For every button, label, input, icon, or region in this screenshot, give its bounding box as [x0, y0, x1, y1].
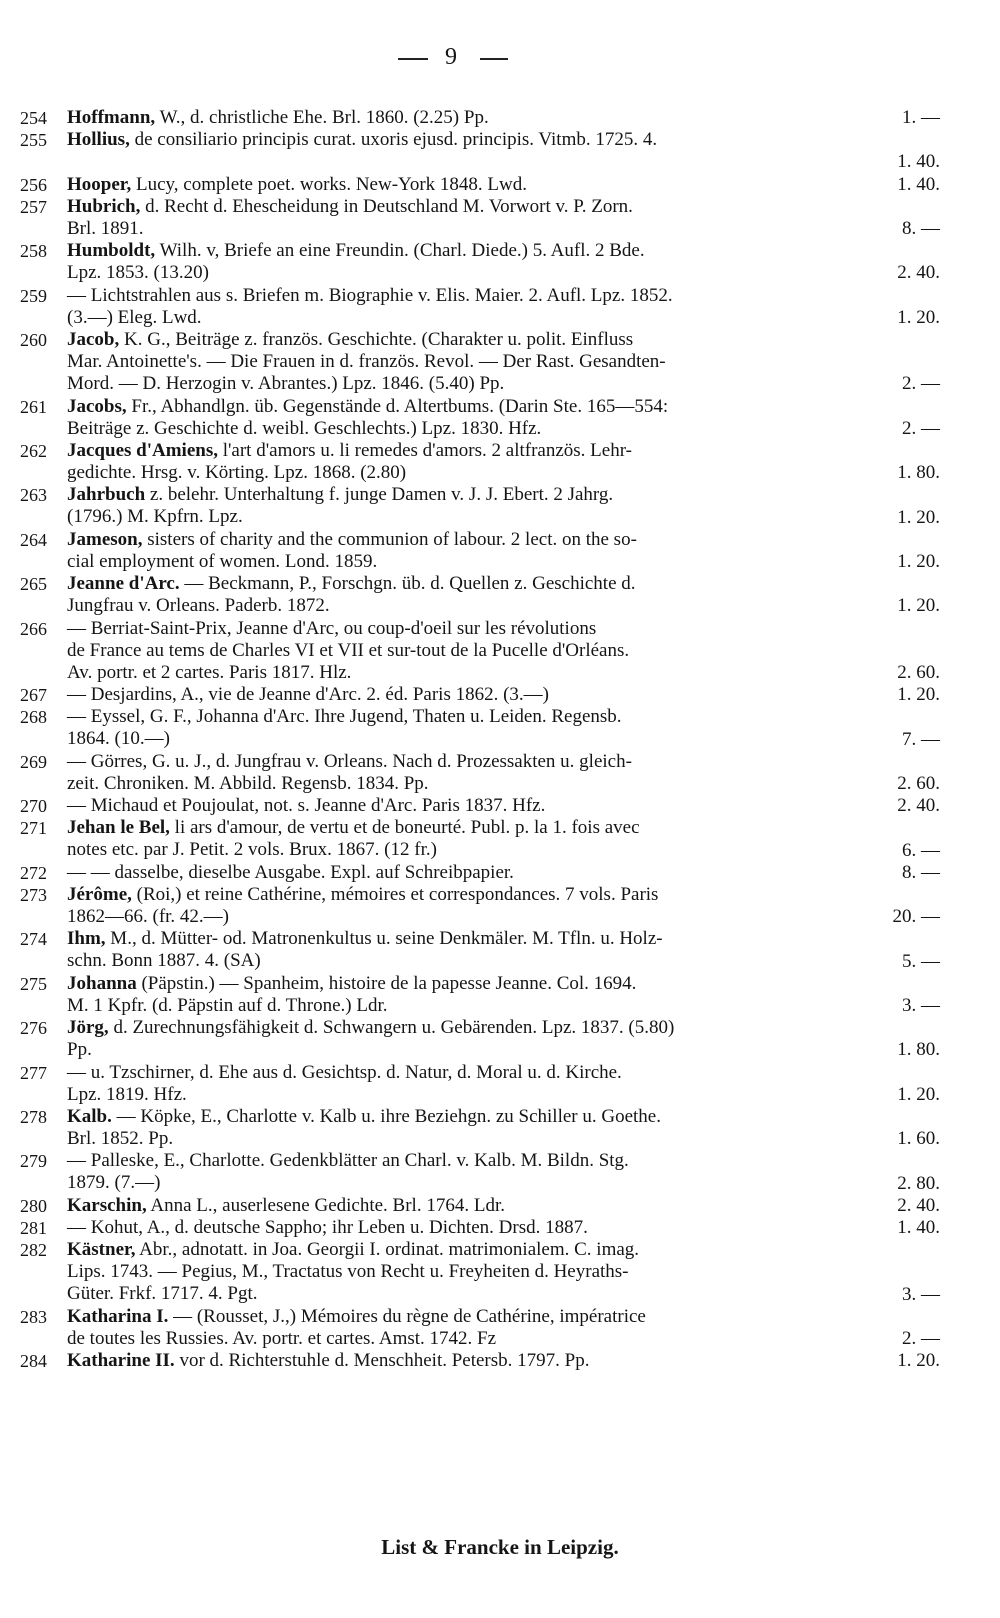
entry-number: 258	[20, 241, 47, 262]
entry-number: 260	[20, 330, 47, 350]
entry-text	[67, 928, 912, 972]
entry-description: — Desjardins, A., vie de Jeanne d'Arc. 2. éd. Paris 1862. (3.—)	[67, 684, 550, 706]
entry-description: — Palleske, E., Charlotte. Gedenkblätter an Charl. v. Kalb. M. Bildn. Stg. 1879. (7.—)	[67, 1150, 629, 1194]
entry-price: 1. 20.	[897, 306, 940, 328]
entry-price: 1. 80.	[897, 1039, 940, 1061]
entry-number: 264	[20, 529, 47, 550]
entry-price: 1. 20.	[897, 595, 940, 617]
entry-price: 8. —	[902, 217, 940, 239]
entry-price: 2. —	[902, 373, 940, 395]
entry-number: 283	[20, 1306, 47, 1327]
entry-description: Anna L., auserlesene Gedichte. Brl. 1764. Ldr.	[150, 1194, 505, 1216]
entry-description: W., d. christliche Ehe. Brl. 1860. (2.25) Pp.	[159, 107, 489, 128]
header-dash-left	[398, 58, 428, 60]
entry-price: 2. 60.	[897, 772, 940, 794]
entry-number: 257	[20, 196, 47, 217]
entry-number: 281	[20, 1218, 47, 1238]
entry-description: sisters of charity and the communion of labour. 2 lect. on the so- cial employment of women. Lond. 1859.	[67, 528, 637, 572]
entry-price: 1. 80.	[897, 462, 940, 484]
entry-description: Abr., adnotatt. in Joa. Georgii I. ordinat. matrimonialem. C. imag. Lips. 1743. — Pegius, M., Tractatus von Recht u. Freyheiten d. Heyraths- Güter. Frkf. 1717. 4. Pgt.	[67, 1239, 640, 1305]
entry-text	[67, 795, 912, 817]
entry-description: — Köpke, E., Charlotte v. Kalb u. ihre Beziehgn. zu Schiller u. Goethe. Brl. 1852. Pp.	[67, 1106, 661, 1149]
entry-description: d. Zurechnungsfähigkeit d. Schwangern u. Gebärenden. Lpz. 1837. (5.80) Pp.	[67, 1017, 675, 1061]
entry-price: 8. —	[902, 861, 940, 883]
entry-text	[67, 107, 912, 129]
entry-text	[67, 751, 912, 795]
entry-description: Fr., Abhandlgn. üb. Gegenstände d. Altertbums. (Darin Ste. 165—554: Beiträge z. Geschichte d. weibl. Geschlechts.) Lpz. 1830. Hfz.	[67, 395, 669, 439]
entry-number: 278	[20, 1107, 47, 1127]
entry-author: Hooper,	[67, 173, 132, 195]
entry-number: 277	[20, 1062, 47, 1083]
entry-author: Katharina I.	[67, 1305, 169, 1327]
entry-author: Karschin,	[67, 1194, 147, 1216]
entry-number: 273	[20, 885, 47, 905]
entry-author: Katharine II.	[67, 1350, 175, 1372]
entry-description: M., d. Mütter- od. Matronenkultus u. seine Denkmäler. M. Tfln. u. Holz- schn. Bonn 1887. 4. (SA)	[67, 928, 663, 972]
entry-text	[67, 329, 912, 395]
entry-number: 266	[20, 618, 47, 639]
entry-author: Kalb.	[67, 1106, 112, 1127]
entry-description: — u. Tzschirner, d. Ehe aus d. Gesichtsp. d. Natur, d. Moral u. d. Kirche. Lpz. 1819. Hfz.	[67, 1061, 622, 1105]
entry-number: 256	[20, 174, 47, 195]
entry-text	[67, 973, 912, 1017]
entry-number: 265	[20, 574, 47, 595]
entry-number: 263	[20, 485, 47, 506]
entry-author: Johanna	[67, 972, 137, 994]
entry-author: Ihm,	[67, 928, 106, 950]
entry-price: 2. 80.	[897, 1172, 940, 1194]
entry-number: 275	[20, 973, 47, 994]
entry-text	[67, 1106, 912, 1150]
entry-description: K. G., Beiträge z. französ. Geschichte. (Charakter u. polit. Einfluss Mar. Antoinette's. — Die Frauen in d. französ. Revol. — Der Rast. Gesandten- Mord. — D. Herzogin v. Abrantes.) Lpz. 1846. (5.40) Pp.	[67, 329, 666, 394]
entry-number: 259	[20, 285, 47, 306]
entry-author: Hubrich,	[67, 195, 141, 217]
entry-author: Jeanne d'Arc.	[67, 573, 180, 595]
entry-price: 2. 40.	[897, 795, 940, 817]
entry-number: 270	[20, 796, 47, 817]
entry-text	[67, 1306, 912, 1350]
entry-description: — — dasselbe, dieselbe Ausgabe. Expl. auf Schreibpapier.	[67, 861, 514, 883]
entry-description: l'art d'amors u. li remedes d'amors. 2 altfranzös. Lehr- gedichte. Hrsg. v. Körting. Lpz. 1868. (2.80)	[67, 440, 632, 483]
entry-description: — Beckmann, P., Forschgn. üb. d. Quellen z. Geschichte d. Jungfrau v. Orleans. Paderb. 1872.	[67, 573, 636, 617]
entry-text	[67, 174, 912, 196]
entry-number: 279	[20, 1151, 47, 1172]
entry-price: 1. 20.	[897, 550, 940, 572]
publisher-footer: List & Francke in Leipzig.	[381, 1535, 619, 1559]
entry-number: 267	[20, 685, 47, 706]
entry-author: Jörg,	[67, 1017, 109, 1039]
entry-text	[67, 1150, 912, 1194]
entry-number: 261	[20, 396, 47, 417]
entry-text	[67, 1350, 912, 1372]
entry-author: Kästner,	[67, 1239, 136, 1261]
entry-text	[67, 285, 912, 329]
entry-text	[67, 1239, 912, 1305]
entry-price: 1. 20.	[897, 1350, 940, 1372]
entry-price: 1. 40.	[897, 151, 940, 173]
entry-price: 1. —	[902, 107, 940, 128]
entry-number: 282	[20, 1240, 47, 1261]
entry-text	[67, 440, 912, 484]
page-number: 9	[445, 44, 457, 70]
entry-number: 276	[20, 1018, 47, 1039]
entry-text	[67, 396, 912, 440]
entry-text	[67, 484, 912, 528]
entry-description: Lucy, complete poet. works. New-York 1848. Lwd.	[135, 173, 527, 195]
entry-description: (Roi,) et reine Cathérine, mémoires et correspondances. 7 vols. Paris 1862—66. (fr. 42.—)	[67, 884, 659, 927]
entry-description: — Michaud et Poujoulat, not. s. Jeanne d'Arc. Paris 1837. Hfz.	[67, 795, 546, 817]
entry-author: Jacques d'Amiens,	[67, 440, 218, 461]
entry-price: 2. 60.	[897, 661, 940, 683]
entry-author: Jahrbuch	[67, 484, 146, 506]
entry-description: — Eyssel, G. F., Johanna d'Arc. Ihre Jugend, Thaten u. Leiden. Regensb. 1864. (10.—)	[67, 706, 622, 750]
entry-text	[67, 862, 912, 884]
entry-text	[67, 884, 912, 928]
entry-author: Jameson,	[67, 528, 143, 550]
entry-text	[67, 1017, 912, 1061]
entry-text	[67, 1217, 912, 1239]
entry-text	[67, 196, 912, 240]
entry-number: 271	[20, 818, 47, 839]
header-dash-right	[480, 58, 508, 60]
entry-text	[67, 618, 912, 684]
entry-number: 284	[20, 1351, 47, 1372]
entry-price: 7. —	[902, 728, 940, 750]
entry-description: — Lichtstrahlen aus s. Briefen m. Biographie v. Elis. Maier. 2. Aufl. Lpz. 1852. (3.—) Eleg. Lwd.	[67, 284, 673, 328]
entry-description: Wilh. v, Briefe an eine Freundin. (Charl. Diede.) 5. Aufl. 2 Bde. Lpz. 1853. (13.20)	[67, 240, 645, 284]
entry-description: z. belehr. Unterhaltung f. junge Damen v. J. J. Ebert. 2 Jahrg. (1796.) M. Kpfrn. Lpz.	[67, 484, 614, 528]
entry-description: de consiliario principis curat. uxoris ejusd. principis. Vitmb. 1725. 4.	[134, 129, 658, 151]
entry-text	[67, 1195, 912, 1217]
entry-text	[67, 573, 912, 617]
entry-price: 1. 20.	[897, 1083, 940, 1105]
entry-text	[67, 817, 912, 861]
entry-author: Humboldt,	[67, 240, 156, 262]
entry-author: Jérôme,	[67, 884, 132, 905]
entry-text	[67, 129, 912, 151]
entry-number: 268	[20, 707, 47, 728]
entry-text	[67, 1062, 912, 1106]
entry-description: d. Recht d. Ehescheidung in Deutschland M. Vorwort v. P. Zorn. Brl. 1891.	[67, 195, 633, 239]
entry-description: — Görres, G. u. J., d. Jungfrau v. Orleans. Nach d. Prozessakten u. gleich- zeit. Chroniken. M. Abbild. Regensb. 1834. Pp.	[67, 750, 632, 794]
entry-price: 3. —	[902, 994, 940, 1016]
entry-price: 2. —	[902, 417, 940, 439]
entry-description: (Päpstin.) — Spanheim, histoire de la papesse Jeanne. Col. 1694. M. 1 Kpfr. (d. Päpstin auf d. Throne.) Ldr.	[67, 972, 637, 1016]
entry-price: 1. 20.	[897, 684, 940, 706]
entry-price: 2. 40.	[897, 1194, 940, 1216]
entry-price: 1. 40.	[897, 1217, 940, 1238]
entry-price: 5. —	[902, 950, 940, 972]
entry-description: li ars d'amour, de vertu et de boneurté. Publ. p. la 1. fois avec notes etc. par J. Petit. 2 vols. Brux. 1867. (12 fr.)	[67, 817, 640, 861]
entry-number: 269	[20, 751, 47, 772]
entry-text	[67, 529, 912, 573]
entry-description: — (Rousset, J.,) Mémoires du règne de Cathérine, impératrice de toutes les Russies. Av. portr. et cartes. Amst. 1742. Fz	[67, 1305, 646, 1349]
entry-number: 274	[20, 929, 47, 950]
entry-price: 1. 40.	[897, 173, 940, 195]
entry-author: Jacob,	[67, 329, 120, 350]
entry-author: Jacobs,	[67, 395, 127, 417]
entry-author: Hoffmann,	[67, 107, 156, 128]
entry-price: 1. 20.	[897, 506, 940, 528]
entry-number: 280	[20, 1195, 47, 1216]
page-header	[0, 44, 1000, 74]
entry-price: 6. —	[902, 839, 940, 861]
entry-price: 20. —	[892, 906, 940, 928]
entry-author: Hollius,	[67, 129, 130, 151]
entry-price: 1. 60.	[897, 1128, 940, 1150]
entry-text	[67, 684, 912, 706]
entry-price: 2. 40.	[897, 262, 940, 284]
entry-text	[67, 240, 912, 284]
entry-author: Jehan le Bel,	[67, 817, 170, 839]
entry-text	[67, 706, 912, 750]
entry-number: 255	[20, 130, 47, 151]
entry-number: 262	[20, 441, 47, 461]
entry-price: 2. —	[902, 1327, 940, 1349]
entry-description: vor d. Richterstuhle d. Menschheit. Petersb. 1797. Pp.	[179, 1350, 590, 1372]
entry-number: 254	[20, 108, 47, 128]
entry-description: — Kohut, A., d. deutsche Sappho; ihr Leben u. Dichten. Drsd. 1887.	[67, 1217, 588, 1238]
entry-price: 3. —	[902, 1283, 940, 1305]
entry-description: — Berriat-Saint-Prix, Jeanne d'Arc, ou coup-d'oeil sur les révolutions de France au tems de Charles VI et VII et sur-tout de la Pucelle d'Orléans. Av. portr. et 2 cartes. Paris 1817. Hlz.	[67, 617, 630, 683]
entry-number: 272	[20, 862, 47, 883]
